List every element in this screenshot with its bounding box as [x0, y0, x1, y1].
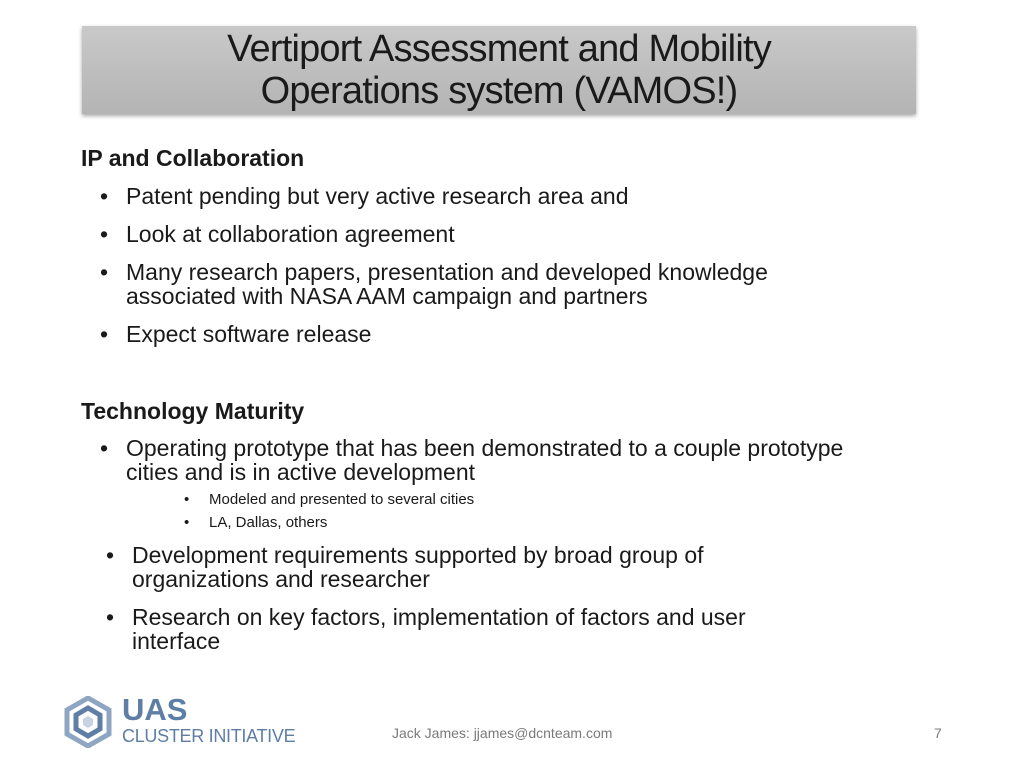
- logo-cluster-initiative-text: CLUSTER INITIATIVE: [122, 726, 296, 746]
- bullet-item: [100, 222, 900, 246]
- bullet-dot: •: [106, 604, 115, 630]
- bullet-item: [100, 436, 860, 484]
- bullet-text: Patent pending but very active research area and: [126, 183, 629, 209]
- bullet-dot: •: [100, 183, 109, 209]
- sub-bullet-dot: •: [184, 514, 190, 531]
- bullet-dot: •: [100, 221, 109, 247]
- bullet-dot: •: [100, 259, 109, 285]
- bullet-text: Many research papers, presentation and developed knowledge associated with NASA AAM campaign and partners: [126, 259, 768, 309]
- bullet-item: [100, 322, 900, 346]
- slide-title-line-2: Operations system (VAMOS!): [260, 70, 738, 112]
- bullet-text: Research on key factors, implementation of factors and user interface: [132, 604, 746, 654]
- bullet-item: [100, 260, 880, 308]
- bullet-dot: •: [100, 321, 109, 347]
- bullet-text: Look at collaboration agreement: [126, 221, 455, 247]
- bullet-text: Operating prototype that has been demonstrated to a couple prototype cities and is in active development: [126, 435, 844, 485]
- page-number: 7: [934, 725, 942, 741]
- section-heading-ip-collaboration: IP and Collaboration: [81, 145, 305, 171]
- sub-bullet-dot: •: [184, 491, 190, 508]
- section-heading-technology-maturity: Technology Maturity: [81, 398, 305, 424]
- bullet-dot: •: [100, 435, 109, 461]
- sub-bullet-text: Modeled and presented to several cities: [209, 491, 475, 508]
- hexagon-logo-icon: [62, 696, 114, 748]
- sub-bullet-item: [184, 491, 474, 509]
- bullet-text: Expect software release: [126, 321, 372, 347]
- bullet-text: Development requirements supported by broad group of organizations and researcher: [132, 542, 704, 592]
- title-bar: [82, 26, 916, 114]
- bullet-dot: •: [106, 542, 115, 568]
- logo-uas-text: UAS: [122, 692, 188, 727]
- slide-title-line-1: Vertiport Assessment and Mobility: [227, 28, 771, 70]
- bullet-item: [106, 543, 826, 591]
- bullet-item: [106, 605, 826, 653]
- bullet-item: [100, 184, 900, 208]
- footer-contact: Jack James: jjames@dcnteam.com: [392, 725, 613, 741]
- sub-bullet-item: [184, 514, 327, 532]
- sub-bullet-text: LA, Dallas, others: [209, 514, 328, 531]
- uas-cluster-logo: [62, 694, 302, 750]
